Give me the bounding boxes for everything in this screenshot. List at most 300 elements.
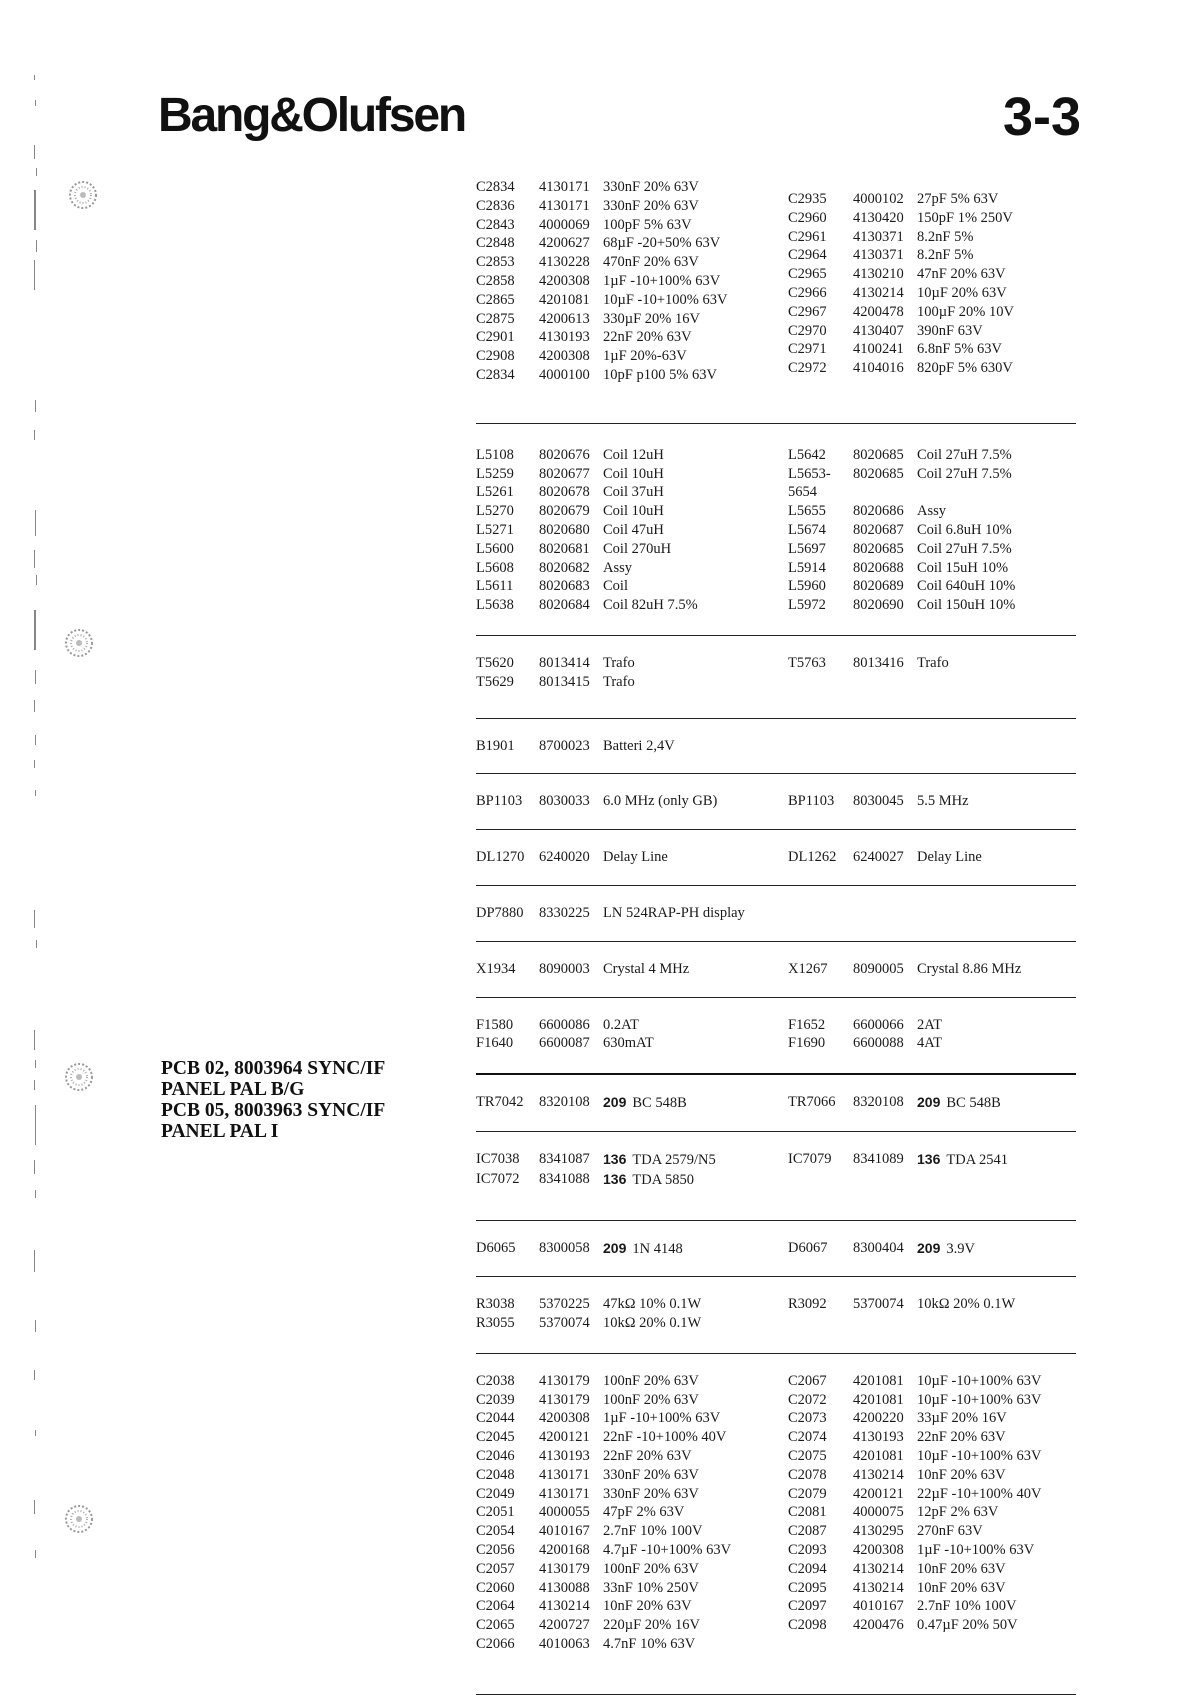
- brand-logo: Bang&Olufsen: [158, 89, 465, 142]
- part-description-text: 330nF 20% 63V: [603, 1485, 699, 1502]
- part-description-text: 390nF 63V: [917, 322, 983, 339]
- part-description-text: 630mAT: [603, 1035, 654, 1052]
- part-description-text: 22µF -10+100% 40V: [917, 1485, 1042, 1502]
- part-row: [476, 1635, 788, 1654]
- part-code: 4200168: [539, 1542, 590, 1559]
- part-row: [476, 1579, 788, 1598]
- panel-title-line: PCB 02, 8003964 SYNC/IF: [161, 1058, 386, 1079]
- parts-section: [476, 998, 1076, 1076]
- part-row: [476, 1522, 788, 1541]
- part-description: [917, 1579, 1006, 1598]
- part-description-text: Coil 37uH: [603, 484, 664, 501]
- part-description-text: Coil 27uH 7.5%: [917, 540, 1012, 557]
- part-description: [603, 1485, 699, 1504]
- parts-column-right: [788, 1295, 1076, 1333]
- parts-column-right: [788, 446, 1076, 615]
- part-description: [603, 483, 664, 502]
- part-description: [917, 502, 946, 521]
- part-ref: T5629: [476, 673, 514, 690]
- part-code: 4130193: [539, 329, 590, 346]
- part-row: [788, 1485, 1076, 1504]
- part-description: [917, 596, 1015, 615]
- part-code: 8020679: [539, 503, 590, 520]
- part-code: 8090003: [539, 960, 590, 977]
- part-code: 8341089: [853, 1150, 904, 1167]
- part-description: [917, 1522, 983, 1541]
- part-ref: C2971: [788, 341, 827, 358]
- part-ref: DL1270: [476, 849, 525, 866]
- part-description: [603, 1428, 726, 1447]
- part-row: [476, 1314, 788, 1333]
- part-description: [917, 1560, 1006, 1579]
- part-description: [603, 291, 727, 310]
- part-description-text: 47kΩ 10% 0.1W: [603, 1296, 702, 1313]
- part-code: 4010167: [853, 1598, 904, 1615]
- part-code: 8700023: [539, 737, 590, 754]
- part-description-text: 1µF 20%-63V: [603, 348, 687, 365]
- part-description-text: 100pF 5% 63V: [603, 216, 692, 233]
- part-description: [917, 1409, 1007, 1428]
- part-row: [788, 1295, 1076, 1314]
- part-description: [603, 521, 664, 540]
- part-code: 8013416: [853, 654, 904, 671]
- parts-section: [476, 1075, 1076, 1132]
- part-ref: C2054: [476, 1523, 515, 1540]
- part-ref: IC7079: [788, 1150, 832, 1167]
- part-description-text: 6.0 MHz (only GB): [603, 793, 718, 810]
- part-description-text: 4.7µF -10+100% 63V: [603, 1542, 732, 1559]
- part-ref: L5270: [476, 503, 514, 520]
- parts-column-right: [788, 1016, 1076, 1054]
- part-row: [788, 1372, 1076, 1391]
- part-description-text: 68µF -20+50% 63V: [603, 235, 721, 252]
- part-row: [788, 359, 1076, 378]
- part-ref: TR7042: [476, 1094, 524, 1111]
- part-row: [788, 1093, 1076, 1113]
- panel-title-line: PCB 05, 8003963 SYNC/IF: [161, 1100, 386, 1121]
- part-code: 6600066: [853, 1016, 904, 1033]
- part-description: [917, 1616, 1018, 1635]
- parts-column-left: [476, 1016, 788, 1054]
- part-code: 4200121: [539, 1429, 590, 1446]
- part-ref: X1267: [788, 960, 828, 977]
- part-ref: IC7072: [476, 1170, 520, 1187]
- part-row: [476, 577, 788, 596]
- part-ref: C2066: [476, 1636, 515, 1653]
- part-code: 4200627: [539, 235, 590, 252]
- part-description-text: Coil 27uH 7.5%: [917, 465, 1012, 482]
- part-row: [476, 673, 788, 692]
- part-description-text: 10µF -10+100% 63V: [917, 1391, 1042, 1408]
- part-position-number: 136: [603, 1170, 627, 1187]
- part-description: [917, 1447, 1041, 1466]
- part-description-text: 100nF 20% 63V: [603, 1560, 699, 1577]
- part-row: [476, 1093, 788, 1113]
- part-row: [788, 596, 1076, 615]
- part-row: [476, 559, 788, 578]
- parts-section: [476, 830, 1076, 886]
- part-row: [476, 465, 788, 484]
- part-code: 8020690: [853, 597, 904, 614]
- part-ref: D6065: [476, 1239, 516, 1256]
- part-row: [788, 577, 1076, 596]
- part-ref: L5608: [476, 559, 514, 576]
- part-code: 4130193: [539, 1448, 590, 1465]
- part-description-text: 470nF 20% 63V: [603, 254, 699, 271]
- part-description-text: 330nF 20% 63V: [603, 1466, 699, 1483]
- part-description: [917, 1150, 1008, 1170]
- part-description-text: 22nF 20% 63V: [603, 329, 692, 346]
- parts-section: [476, 886, 1076, 942]
- part-row: [788, 1391, 1076, 1410]
- part-description-text: 220µF 20% 16V: [603, 1617, 700, 1634]
- part-code: 8020685: [853, 540, 904, 557]
- parts-section: [476, 719, 1076, 775]
- part-code: 8300058: [539, 1239, 590, 1256]
- part-row: [476, 253, 788, 272]
- part-code: 4000069: [539, 216, 590, 233]
- part-ref: C2072: [788, 1391, 827, 1408]
- part-code: 8020683: [539, 578, 590, 595]
- part-ref: D6067: [788, 1239, 828, 1256]
- part-description: [917, 960, 1021, 979]
- part-code: 4104016: [853, 360, 904, 377]
- part-code: 4130171: [539, 197, 590, 214]
- part-ref: 5654: [788, 484, 817, 501]
- part-code: 4130179: [539, 1391, 590, 1408]
- part-ref: C2045: [476, 1429, 515, 1446]
- part-ref: C2097: [788, 1598, 827, 1615]
- part-description: [917, 1016, 942, 1035]
- part-description-text: 1N 4148: [632, 1240, 683, 1257]
- part-row: [476, 178, 788, 197]
- part-ref: R3038: [476, 1296, 515, 1313]
- part-description-text: 47pF 2% 63V: [603, 1504, 685, 1521]
- parts-section: [476, 424, 1076, 636]
- part-description: [917, 446, 1012, 465]
- part-row: [476, 1541, 788, 1560]
- part-description-text: 1µF -10+100% 63V: [603, 1410, 721, 1427]
- part-ref: C2056: [476, 1542, 515, 1559]
- part-description: [603, 178, 699, 197]
- part-row: [476, 1170, 788, 1190]
- part-ref: C2039: [476, 1391, 515, 1408]
- part-description: [917, 577, 1015, 596]
- part-description: [603, 1560, 699, 1579]
- part-description-text: Batteri 2,4V: [603, 737, 675, 754]
- part-row: [788, 502, 1076, 521]
- part-code: 8020678: [539, 484, 590, 501]
- part-description: [603, 502, 664, 521]
- part-description: [603, 446, 664, 465]
- part-code: 4000102: [853, 191, 904, 207]
- part-code: 4130214: [853, 1466, 904, 1483]
- part-code: 8020677: [539, 465, 590, 482]
- part-row: [476, 1391, 788, 1410]
- part-description-text: 10µF 20% 63V: [917, 284, 1007, 301]
- binder-hole-mark: [62, 1060, 96, 1094]
- part-code: 8320108: [539, 1094, 590, 1111]
- part-code: 4010167: [539, 1523, 590, 1540]
- part-ref: C2848: [476, 235, 515, 252]
- part-description: [917, 246, 973, 265]
- part-description-text: Assy: [917, 503, 947, 520]
- part-row: [476, 291, 788, 310]
- part-description: [917, 1295, 1015, 1314]
- part-description: [603, 1409, 720, 1428]
- part-row: [476, 366, 788, 385]
- part-row: [476, 1295, 788, 1314]
- part-description-text: Coil 15uH 10%: [917, 559, 1009, 576]
- part-ref: C2935: [788, 191, 827, 207]
- part-code: 5370225: [539, 1296, 590, 1313]
- part-description: [603, 792, 717, 811]
- part-ref: C2098: [788, 1617, 827, 1634]
- part-description: [603, 1295, 701, 1314]
- part-row: [788, 1409, 1076, 1428]
- parts-column-right: [788, 1150, 1076, 1190]
- part-description: [603, 848, 668, 867]
- part-code: 4130228: [539, 254, 590, 271]
- parts-column-right: [788, 190, 1076, 385]
- part-description: [917, 303, 1014, 322]
- part-description: [917, 340, 1002, 359]
- part-description-text: 10nF 20% 63V: [917, 1579, 1006, 1596]
- part-code: 4200220: [853, 1410, 904, 1427]
- part-ref: F1690: [788, 1035, 826, 1052]
- part-description-text: 8.2nF 5%: [917, 247, 974, 264]
- part-description-text: 100µF 20% 10V: [917, 303, 1014, 320]
- part-ref: L5653-: [788, 465, 831, 482]
- part-ref: C2965: [788, 266, 827, 283]
- parts-column-left: [476, 737, 788, 756]
- part-ref: C2046: [476, 1448, 515, 1465]
- part-row: [788, 246, 1076, 265]
- parts-section: [476, 636, 1076, 719]
- part-code: 4200308: [539, 348, 590, 365]
- part-row: [788, 322, 1076, 341]
- part-description-text: 12pF 2% 63V: [917, 1504, 999, 1521]
- part-description-text: 2.7nF 10% 100V: [917, 1598, 1017, 1615]
- binder-hole-mark: [66, 178, 100, 212]
- part-description-text: 22nF 20% 63V: [603, 1448, 692, 1465]
- part-code: 4130179: [539, 1372, 590, 1389]
- part-ref: C2834: [476, 179, 515, 195]
- part-ref: C2060: [476, 1579, 515, 1596]
- part-description: [917, 322, 983, 341]
- part-row: [476, 904, 788, 923]
- part-row: [476, 216, 788, 235]
- part-description: [603, 737, 675, 756]
- part-code: 5370074: [539, 1315, 590, 1332]
- part-description-text: 10µF -10+100% 63V: [603, 291, 728, 308]
- part-ref: L5960: [788, 578, 826, 595]
- part-description: [917, 1034, 942, 1053]
- part-row: [788, 228, 1076, 247]
- part-ref: C2967: [788, 303, 827, 320]
- parts-section: [476, 1221, 1076, 1278]
- part-code: 8020688: [853, 559, 904, 576]
- part-description: [603, 1016, 639, 1035]
- part-description-text: 10nF 20% 63V: [603, 1598, 692, 1615]
- part-code: 4100241: [853, 341, 904, 358]
- part-ref: L5600: [476, 540, 514, 557]
- part-description: [603, 310, 700, 329]
- part-description-text: 22nF 20% 63V: [917, 1429, 1006, 1446]
- part-ref: DL1262: [788, 849, 837, 866]
- part-ref: C2853: [476, 254, 515, 271]
- part-ref: C2901: [476, 329, 515, 346]
- part-ref: L5261: [476, 484, 514, 501]
- part-row: [788, 1428, 1076, 1447]
- part-description: [917, 521, 1012, 540]
- part-description: [603, 1239, 683, 1259]
- part-row: [788, 303, 1076, 322]
- parts-column-left: [476, 178, 788, 385]
- part-description: [603, 1391, 699, 1410]
- part-description-text: 33µF 20% 16V: [917, 1410, 1007, 1427]
- part-row: [476, 328, 788, 347]
- part-description: [603, 1034, 654, 1053]
- part-description-text: Trafo: [917, 654, 949, 671]
- part-code: 8090005: [853, 960, 904, 977]
- part-description-text: 150pF 1% 250V: [917, 209, 1013, 226]
- part-ref: C2057: [476, 1560, 515, 1577]
- part-row: [476, 1560, 788, 1579]
- part-code: 4130088: [539, 1579, 590, 1596]
- part-ref: L5642: [788, 446, 826, 463]
- part-ref: C2064: [476, 1598, 515, 1615]
- part-description: [917, 1466, 1006, 1485]
- part-description-text: Delay Line: [603, 849, 668, 866]
- part-row: [476, 737, 788, 756]
- part-ref: C2908: [476, 348, 515, 365]
- part-row: [788, 446, 1076, 465]
- part-row: [788, 1503, 1076, 1522]
- parts-section: [476, 1354, 1076, 1695]
- part-description-text: 100nF 20% 63V: [603, 1372, 699, 1389]
- part-code: 4130214: [853, 1560, 904, 1577]
- part-description: [603, 253, 699, 272]
- part-code: 4130407: [853, 322, 904, 339]
- part-row: [476, 1485, 788, 1504]
- part-ref: R3092: [788, 1296, 827, 1313]
- part-description-text: Coil 82uH 7.5%: [603, 597, 698, 614]
- page-number: 3-3: [1002, 87, 1081, 147]
- part-code: 8020685: [853, 465, 904, 482]
- parts-column-right: [788, 848, 1076, 867]
- part-code: 4130193: [853, 1429, 904, 1446]
- part-description-text: 1µF -10+100% 63V: [603, 272, 721, 289]
- part-description: [917, 1239, 975, 1259]
- part-row: [476, 1239, 788, 1259]
- parts-section: [476, 178, 1076, 424]
- part-code: 4000055: [539, 1504, 590, 1521]
- part-row: [788, 559, 1076, 578]
- part-code: 4130210: [853, 266, 904, 283]
- part-code: 4130171: [539, 179, 590, 195]
- part-row: [476, 596, 788, 615]
- part-description-text: 10pF p100 5% 63V: [603, 366, 717, 383]
- part-description-text: Coil 640uH 10%: [917, 578, 1016, 595]
- part-description: [603, 1616, 700, 1635]
- part-description-text: 10µF -10+100% 63V: [917, 1448, 1042, 1465]
- parts-column-left: [476, 960, 788, 979]
- panel-title: [161, 1058, 385, 1142]
- part-description: [603, 366, 717, 385]
- part-description-text: Coil 6.8uH 10%: [917, 521, 1012, 538]
- part-code: 8020676: [539, 446, 590, 463]
- part-ref: C2095: [788, 1579, 827, 1596]
- part-description-text: 10kΩ 20% 0.1W: [917, 1296, 1016, 1313]
- part-row: [476, 272, 788, 291]
- part-row: [476, 1372, 788, 1391]
- part-row: [788, 1447, 1076, 1466]
- part-row: [788, 1522, 1076, 1541]
- part-row: [788, 521, 1076, 540]
- part-ref: R3055: [476, 1315, 515, 1332]
- part-code: 8341088: [539, 1170, 590, 1187]
- part-description: [917, 465, 1012, 484]
- part-row: [476, 1034, 788, 1053]
- part-ref: L5638: [476, 597, 514, 614]
- part-ref: F1580: [476, 1016, 514, 1033]
- parts-column-right: [788, 960, 1076, 979]
- part-ref: C2094: [788, 1560, 827, 1577]
- part-description: [917, 1372, 1041, 1391]
- part-code: 4200308: [853, 1542, 904, 1559]
- part-ref: C2078: [788, 1466, 827, 1483]
- part-description: [917, 1428, 1006, 1447]
- part-position-number: 136: [917, 1150, 941, 1167]
- part-row: [788, 284, 1076, 303]
- part-row: [788, 1239, 1076, 1259]
- part-description-text: Coil 270uH: [603, 540, 672, 557]
- parts-column-right: [788, 792, 1076, 811]
- part-ref: F1640: [476, 1035, 514, 1052]
- part-description: [917, 1541, 1034, 1560]
- part-description: [603, 1579, 699, 1598]
- parts-column-left: [476, 1295, 788, 1333]
- part-code: 4130171: [539, 1485, 590, 1502]
- part-position-number: 209: [603, 1094, 627, 1111]
- part-ref: F1652: [788, 1016, 826, 1033]
- part-description: [917, 1093, 1001, 1113]
- part-description: [603, 577, 628, 596]
- part-code: 4130171: [539, 1466, 590, 1483]
- part-ref: T5763: [788, 654, 826, 671]
- part-row: [788, 792, 1076, 811]
- part-code: 8013414: [539, 654, 590, 671]
- parts-column-left: [476, 848, 788, 867]
- part-row: [476, 347, 788, 366]
- part-description: [603, 234, 720, 253]
- part-description: [917, 265, 1006, 284]
- part-description: [917, 1503, 998, 1522]
- part-position-number: 209: [603, 1239, 627, 1256]
- part-code: 4130214: [539, 1598, 590, 1615]
- part-description-text: 22nF -10+100% 40V: [603, 1429, 727, 1446]
- part-row: [476, 540, 788, 559]
- part-code: 8013415: [539, 673, 590, 690]
- panel-title-line: PANEL PAL I: [161, 1121, 279, 1142]
- part-ref: L5259: [476, 465, 514, 482]
- part-ref: C2049: [476, 1485, 515, 1502]
- parts-column-left: [476, 1239, 788, 1259]
- part-code: 8341087: [539, 1150, 590, 1167]
- part-description-text: 10nF 20% 63V: [917, 1560, 1006, 1577]
- part-description: [603, 1466, 699, 1485]
